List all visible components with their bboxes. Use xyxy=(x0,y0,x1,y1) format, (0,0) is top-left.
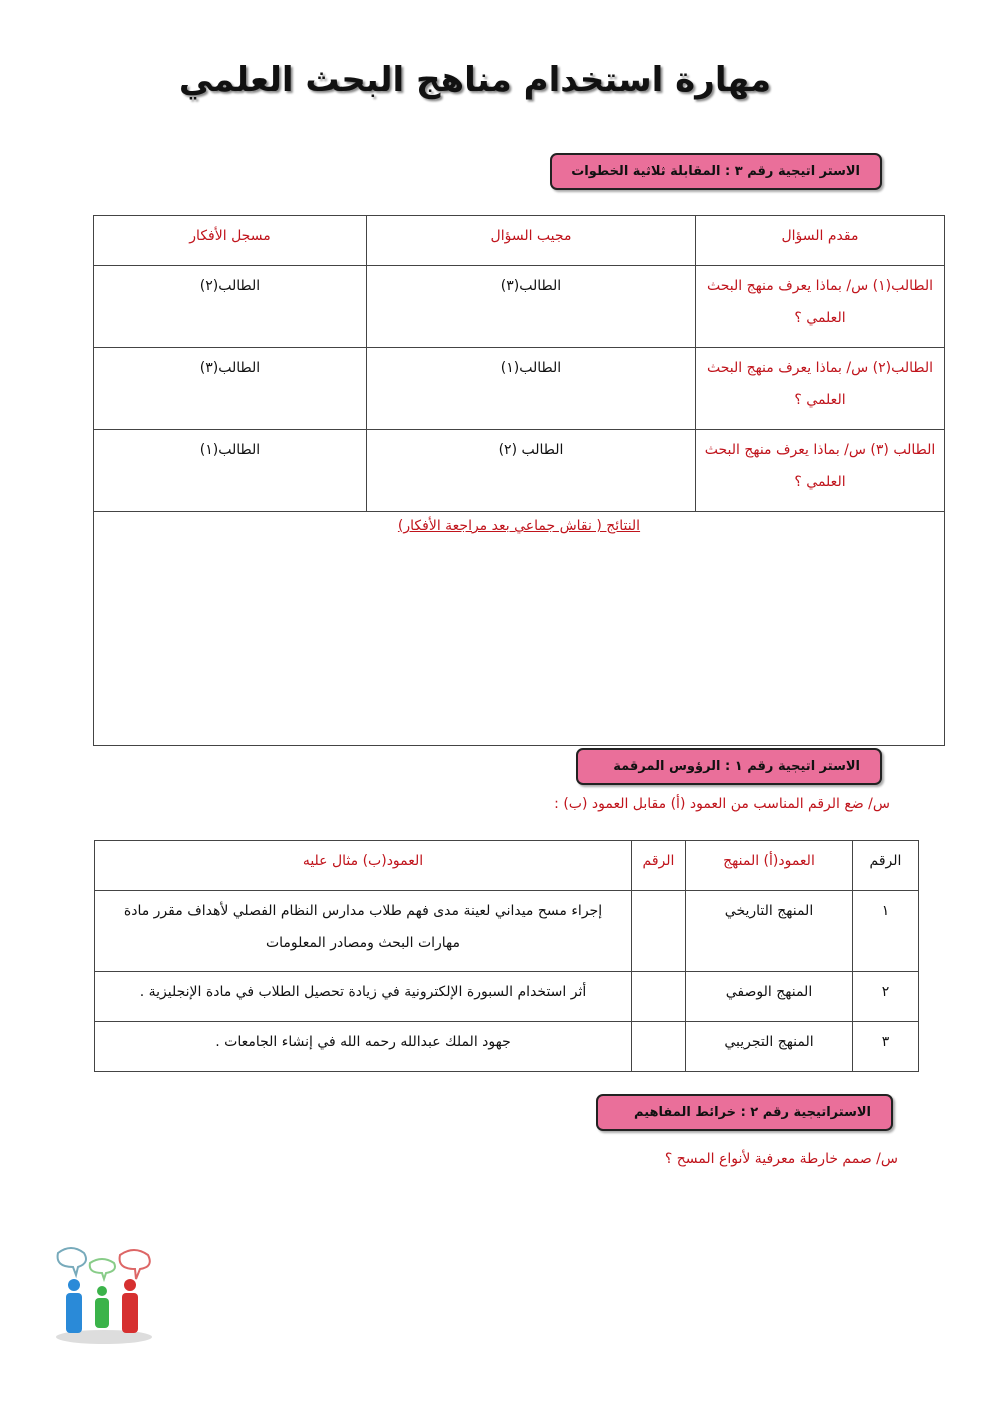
table-header-row xyxy=(95,841,919,891)
cell: ٣ xyxy=(853,1022,919,1072)
table-row xyxy=(95,1022,919,1072)
answer-cell[interactable] xyxy=(632,972,686,1022)
results-label: النتائج ( نقاش جماعي بعد مراجعة الأفكار) xyxy=(94,512,945,746)
header-recorder: مسجل الأفكار xyxy=(94,216,367,266)
strategy-1-label: الاستر اتيجية رقم ١ : الرؤوس المرقمة xyxy=(576,748,882,785)
cell: الطالب(١) xyxy=(367,348,696,430)
cell: الطالب (٣) س/ بماذا يعرف منهج البحث العلمي ؟ xyxy=(696,430,945,512)
cell: الطالب (٢) xyxy=(367,430,696,512)
cell: الطالب(٢) س/ بماذا يعرف منهج البحث العلمي ؟ xyxy=(696,348,945,430)
table-row xyxy=(94,266,945,348)
concept-map-question: س/ صمم خارطة معرفية لأنواع المسح ؟ xyxy=(664,1151,898,1167)
cell: إجراء مسح ميداني لعينة مدى فهم طلاب مدارس النظام الفصلي لأهداف مقرر مادة مهارات البحث ومصادر المعلومات xyxy=(95,891,632,972)
cell: المنهج التجريبي xyxy=(686,1022,853,1072)
people-discussion-icon xyxy=(50,1245,158,1347)
table-row xyxy=(94,430,945,512)
table-header-row xyxy=(94,216,945,266)
cell: الطالب(١) س/ بماذا يعرف منهج البحث العلمي ؟ xyxy=(696,266,945,348)
matching-table xyxy=(94,840,919,1072)
strategy-2-label: الاستراتيجية رقم ٢ : خرائط المفاهيم xyxy=(596,1094,893,1131)
header-column-b: العمود(ب) مثال عليه xyxy=(95,841,632,891)
header-answerer: مجيب السؤال xyxy=(367,216,696,266)
cell: جهود الملك عبدالله رحمه الله في إنشاء الجامعات . xyxy=(95,1022,632,1072)
cell: ١ xyxy=(853,891,919,972)
matching-question: س/ ضع الرقم المناسب من العمود (أ) مقابل العمود (ب) : xyxy=(554,796,890,812)
page-title: مهارة استخدام مناهج البحث العلمي xyxy=(178,60,772,100)
header-number: الرقم xyxy=(853,841,919,891)
cell: ٢ xyxy=(853,972,919,1022)
cell: الطالب(٣) xyxy=(94,348,367,430)
cell: المنهج الوصفي xyxy=(686,972,853,1022)
cell: الطالب(١) xyxy=(94,430,367,512)
cell: الطالب(٣) xyxy=(367,266,696,348)
header-answer-number: الرقم xyxy=(632,841,686,891)
cell: أثر استخدام السبورة الإلكترونية في زيادة تحصيل الطلاب في مادة الإنجليزية . xyxy=(95,972,632,1022)
cell: المنهج التاريخي xyxy=(686,891,853,972)
answer-cell[interactable] xyxy=(632,1022,686,1072)
header-column-a: العمود(أ) المنهج xyxy=(686,841,853,891)
results-row xyxy=(94,512,945,746)
interview-table xyxy=(93,215,945,746)
table-row xyxy=(95,891,919,972)
table-row xyxy=(95,972,919,1022)
cell: الطالب(٢) xyxy=(94,266,367,348)
answer-cell[interactable] xyxy=(632,891,686,972)
table-row xyxy=(94,348,945,430)
header-asker: مقدم السؤال xyxy=(696,216,945,266)
strategy-3-label: الاستر اتيجية رقم ٣ : المقابلة ثلاثية الخطوات xyxy=(550,153,882,190)
